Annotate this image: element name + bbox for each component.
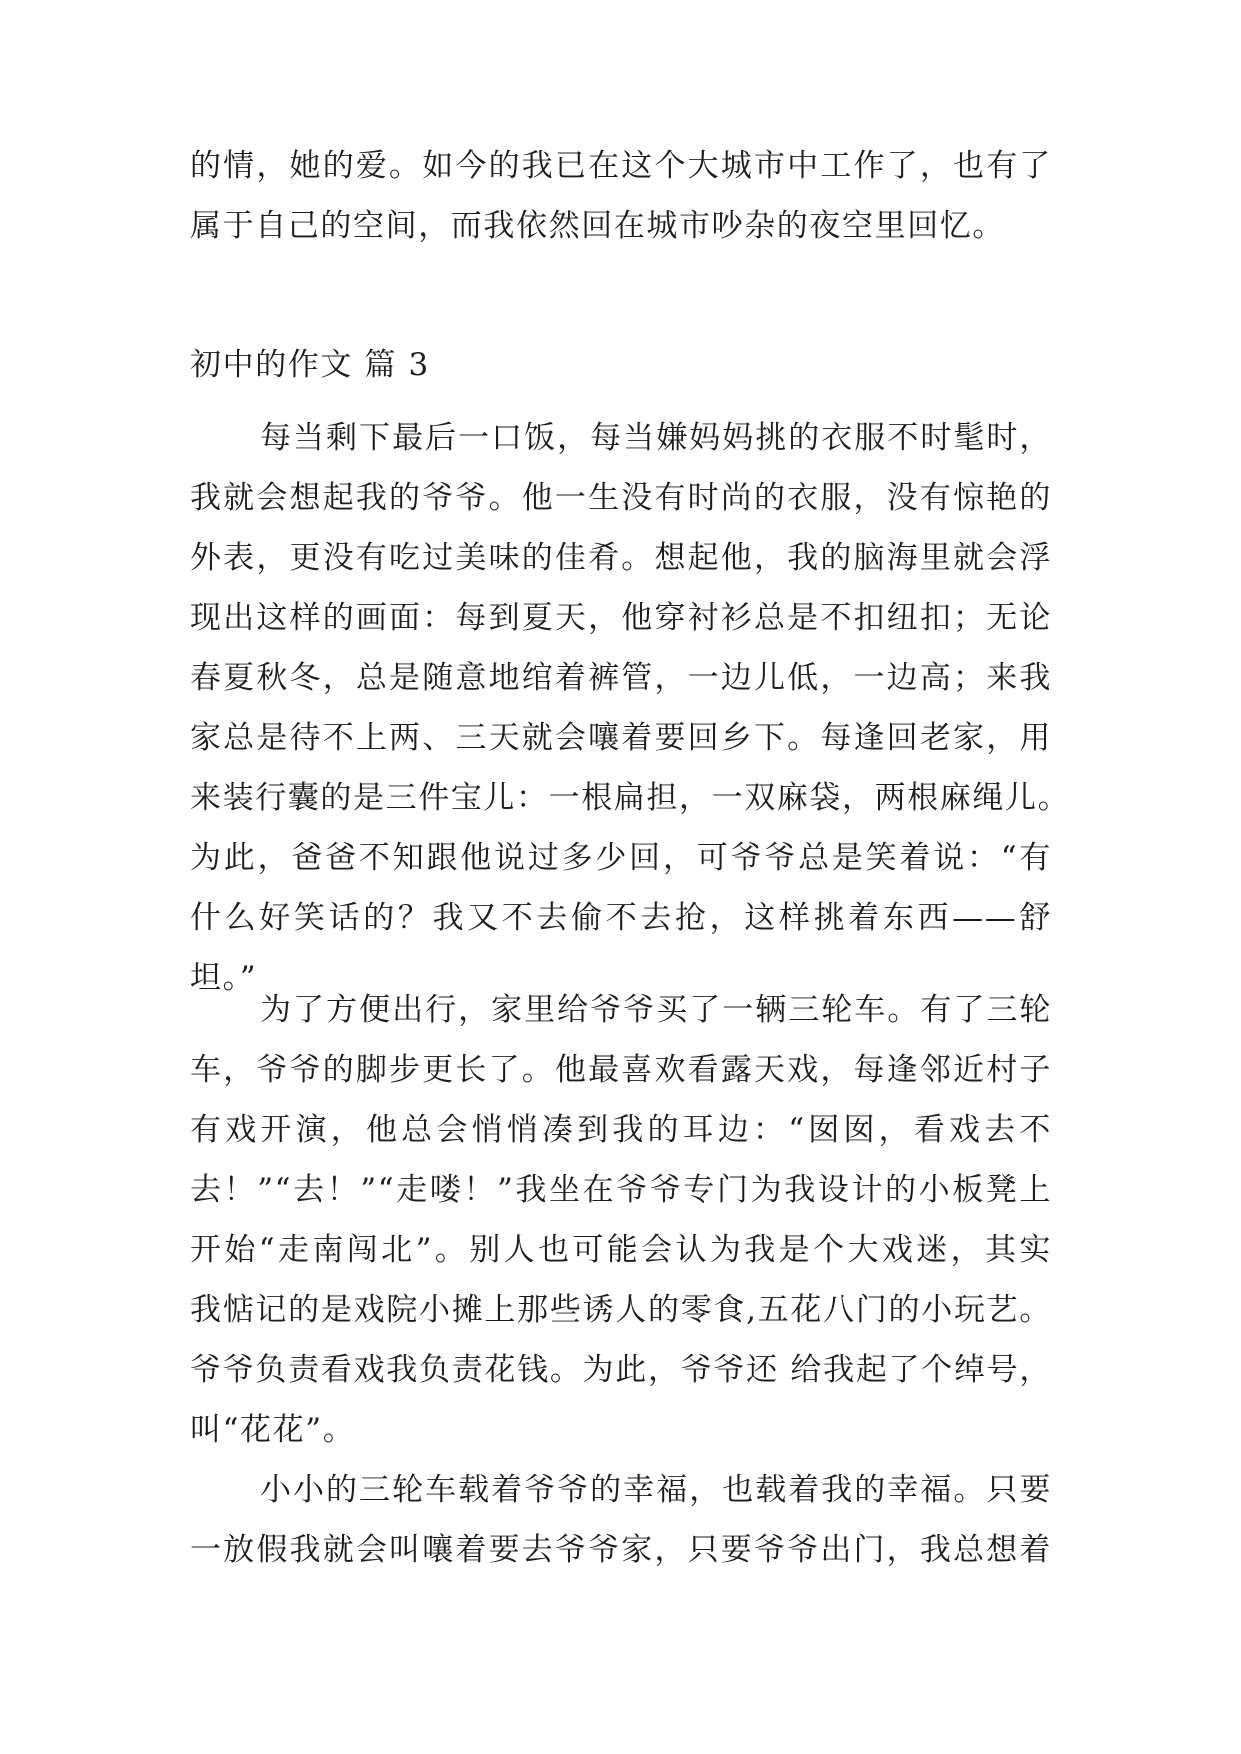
text-line: 什么好笑话的？我又不去偷不去抢，这样挑着东西——舒 (190, 900, 1052, 936)
text-line: 的情，她的爱。如今的我已在这个大城市中工作了，也有了 (190, 148, 1052, 184)
text-line: 去！”“去！”“走喽！”我坐在爷爷专门为我设计的小板凳上 (190, 1172, 1052, 1208)
text-line: 家总是待不上两、三天就会嚷着要回乡下。每逢回老家，用 (190, 720, 1052, 756)
document-page (190, 0, 1071, 1754)
text-line: 爷爷负责看戏我负责花钱。为此，爷爷还 给我起了个绰号， (190, 1352, 1052, 1388)
text-line: 小小的三轮车载着爷爷的幸福，也载着我的幸福。只要 (260, 1472, 1052, 1508)
text-line: 外表，更没有吃过美味的佳肴。想起他，我的脑海里就会浮 (190, 540, 1052, 576)
text-line: 每当剩下最后一口饭，每当嫌妈妈挑的衣服不时髦时， (260, 420, 1052, 456)
paragraph-3 (190, 1460, 1052, 1580)
text-line: 叫“花花”。 (190, 1412, 356, 1448)
text-line: 车，爷爷的脚步更长了。他最喜欢看露天戏，每逢邻近村子 (190, 1052, 1052, 1088)
text-line: 来装行囊的是三件宝儿：一根扁担，一双麻袋，两根麻绳儿。 (190, 780, 1071, 816)
paragraph-1 (190, 408, 1071, 1008)
text-line: 坦。” (190, 960, 258, 996)
text-line: 开始“走南闯北”。别人也可能会认为我是个大戏迷，其实 (190, 1232, 1052, 1268)
text-line: 有戏开演，他总会悄悄凑到我的耳边：“囡囡，看戏去不 (190, 1112, 1052, 1148)
text-line: 为此，爸爸不知跟他说过多少回，可爷爷总是笑着说：“有 (190, 840, 1052, 876)
text-line: 属于自己的空间，而我依然回在城市吵杂的夜空里回忆。 (190, 208, 1005, 244)
text-line: 我就会想起我的爷爷。他一生没有时尚的衣服，没有惊艳的 (190, 480, 1052, 516)
paragraph-2 (190, 980, 1052, 1460)
text-line: 现出这样的画面：每到夏天，他穿衬衫总是不扣纽扣；无论 (190, 600, 1052, 636)
intro-paragraph (190, 136, 1052, 256)
text-line: 春夏秋冬，总是随意地绾着裤管，一边儿低，一边高；来我 (190, 660, 1052, 696)
text-line: 一放假我就会叫嚷着要去爷爷家，只要爷爷出门，我总想着 (190, 1532, 1052, 1568)
text-line: 我惦记的是戏院小摊上那些诱人的零食,五花八门的小玩艺。 (190, 1292, 1052, 1328)
section-title: 初中的作文 篇 3 (190, 347, 430, 383)
text-line: 为了方便出行，家里给爷爷买了一辆三轮车。有了三轮 (260, 992, 1052, 1028)
